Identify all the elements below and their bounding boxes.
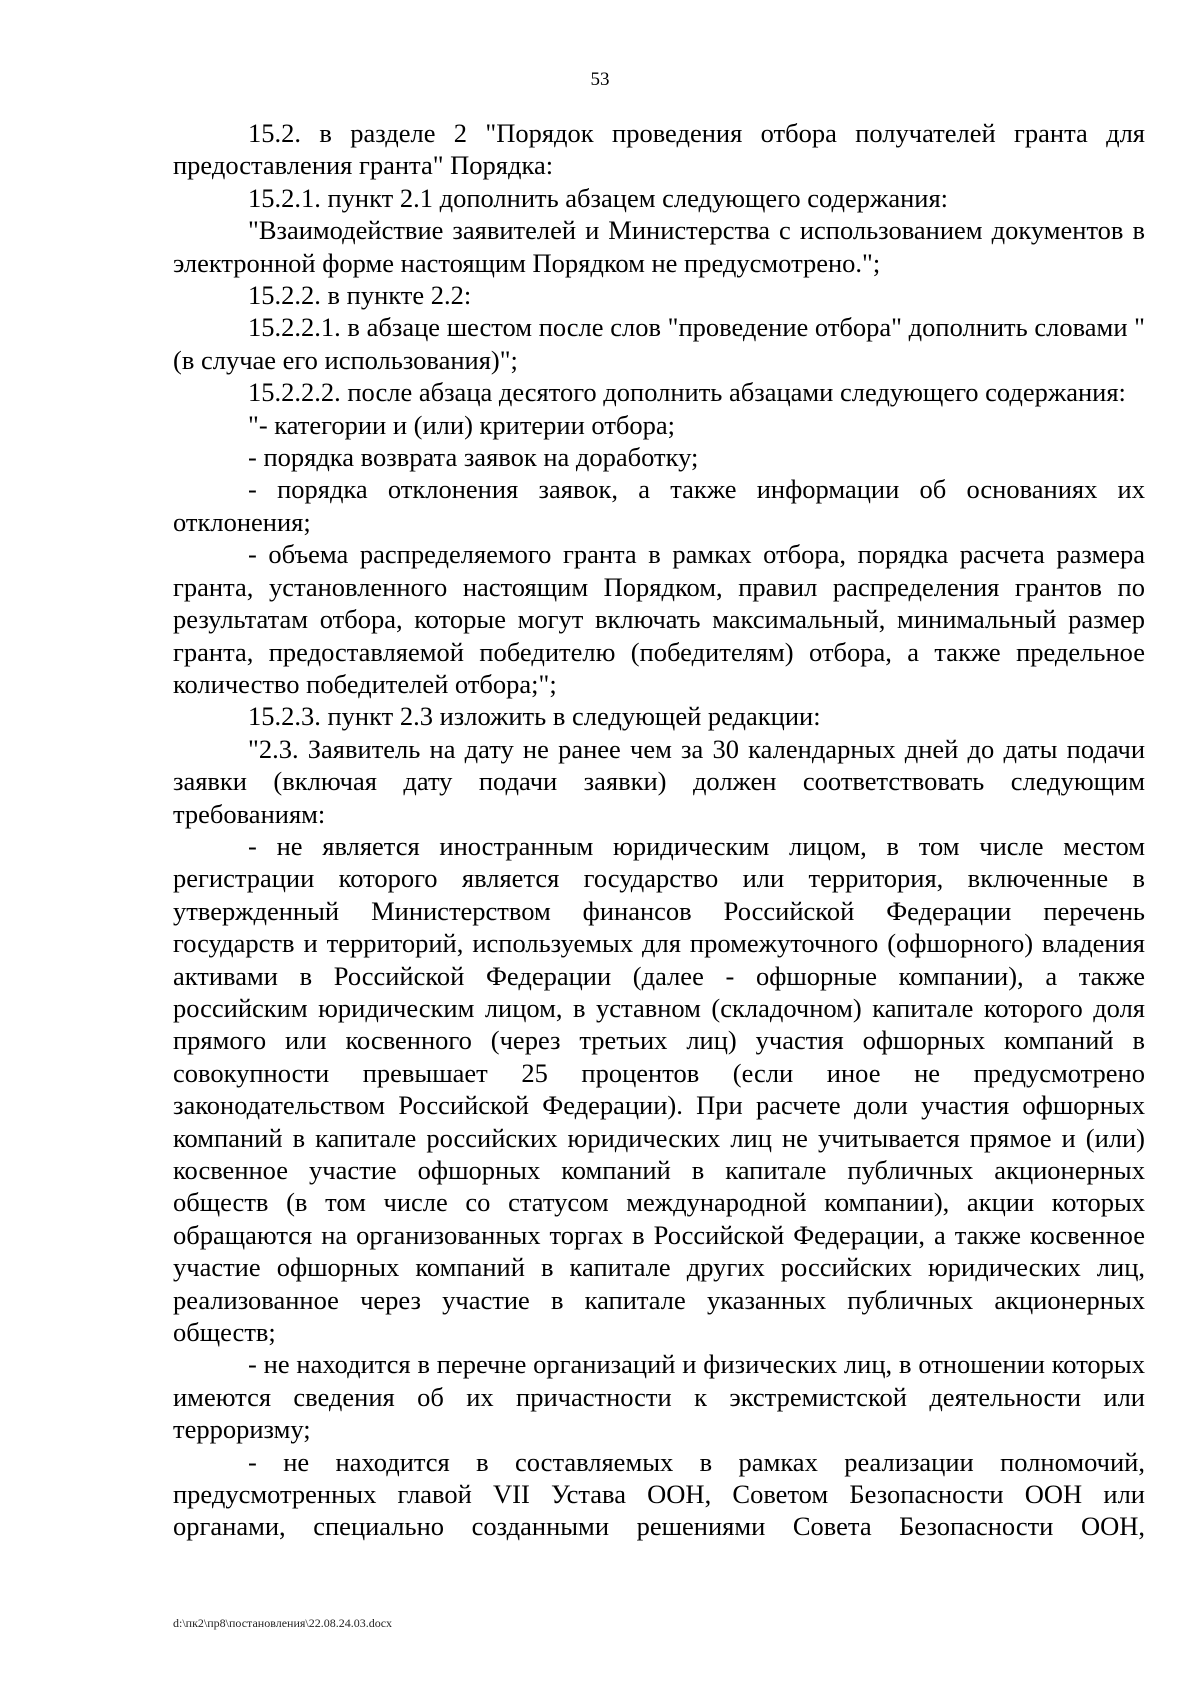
footer-file-path: d:\пк2\пр8\постановления\22.08.24.03.docx bbox=[173, 1616, 393, 1630]
list-item-foreign-entity: - не является иностранным юридическим лицом, в том числе местом регистрации которого является государство или территория, включенные в утвержденный Министерством финансов Российской Федерации перечень государств и территорий, используемых для промежуточного (офшорного) владения активами в Российской Федерации (далее - офшорные компании), а также российским юридическим лицом, в уставном (складочном) капитале которого доля прямого или косвенного (через третьих лиц) участия офшорных компаний в совокупности превышает 25 процентов (если иное не предусмотрено законодательством Российской Федерации). При расчете доли участия офшорных компаний в капитале российских юридических лиц не учитывается прямое и (или) косвенное участие офшорных компаний в капитале публичных акционерных обществ (в том числе со статусом международной компании), акции которых обращаются на организованных торгах в Российской Федерации, а также косвенное участие офшорных компаний в капитале других российских юридических лиц, реализованное через участие в капитале указанных публичных акционерных обществ; bbox=[173, 830, 1145, 1348]
list-item-extremism-list: - не находится в перечне организаций и физических лиц, в отношении которых имеются сведения об их причастности к экстремистской деятельности или терроризму; bbox=[173, 1349, 1145, 1445]
list-item-return-order: - порядка возврата заявок на доработку; bbox=[248, 442, 699, 473]
page-number: 53 bbox=[590, 69, 610, 90]
paragraph-2-3-requirements: "2.3. Заявитель на дату не ранее чем за 30 календарных дней до даты подачи заявки (включая дату подачи заявки) должен соответствовать следующим требованиям: bbox=[173, 733, 1145, 829]
list-item-rejection-order: - порядка отклонения заявок, а также информации об основаниях их отклонения; bbox=[173, 474, 1145, 537]
document-body bbox=[173, 117, 1145, 1543]
list-item-un-lists: - не находится в составляемых в рамках реализации полномочий, предусмотренных главой VII Устава ООН, Советом Безопасности ООН или органами, специально созданными решениями Совета Безопасности ООН, bbox=[173, 1446, 1145, 1542]
paragraph-15-2-2-1: 15.2.2.1. в абзаце шестом после слов "проведение отбора" дополнить словами "(в случае его использования)"; bbox=[173, 312, 1145, 375]
paragraph-15-2-1: 15.2.1. пункт 2.1 дополнить абзацем следующего содержания: bbox=[248, 182, 949, 213]
paragraph-15-2-2: 15.2.2. в пункте 2.2: bbox=[248, 280, 472, 311]
paragraph-15-2: 15.2. в разделе 2 "Порядок проведения отбора получателей гранта для предоставления гранта" Порядка: bbox=[173, 118, 1145, 181]
list-item-criteria: "- категории и (или) критерии отбора; bbox=[248, 409, 676, 440]
list-item-grant-volume: - объема распределяемого гранта в рамках отбора, порядка расчета размера гранта, установленного настоящим Порядком, правил распределения грантов по результатам отбора, которые могут включать максимальный, минимальный размер гранта, предоставляемой победителю (победителям) отбора, а также предельное количество победителей отбора;"; bbox=[173, 539, 1145, 699]
paragraph-15-2-3: 15.2.3. пункт 2.3 изложить в следующей редакции: bbox=[248, 701, 821, 732]
paragraph-15-2-2-2: 15.2.2.2. после абзаца десятого дополнить абзацами следующего содержания: bbox=[248, 377, 1126, 408]
paragraph-quote-interaction: "Взаимодействие заявителей и Министерства с использованием документов в электронной форме настоящим Порядком не предусмотрено."; bbox=[173, 215, 1145, 278]
